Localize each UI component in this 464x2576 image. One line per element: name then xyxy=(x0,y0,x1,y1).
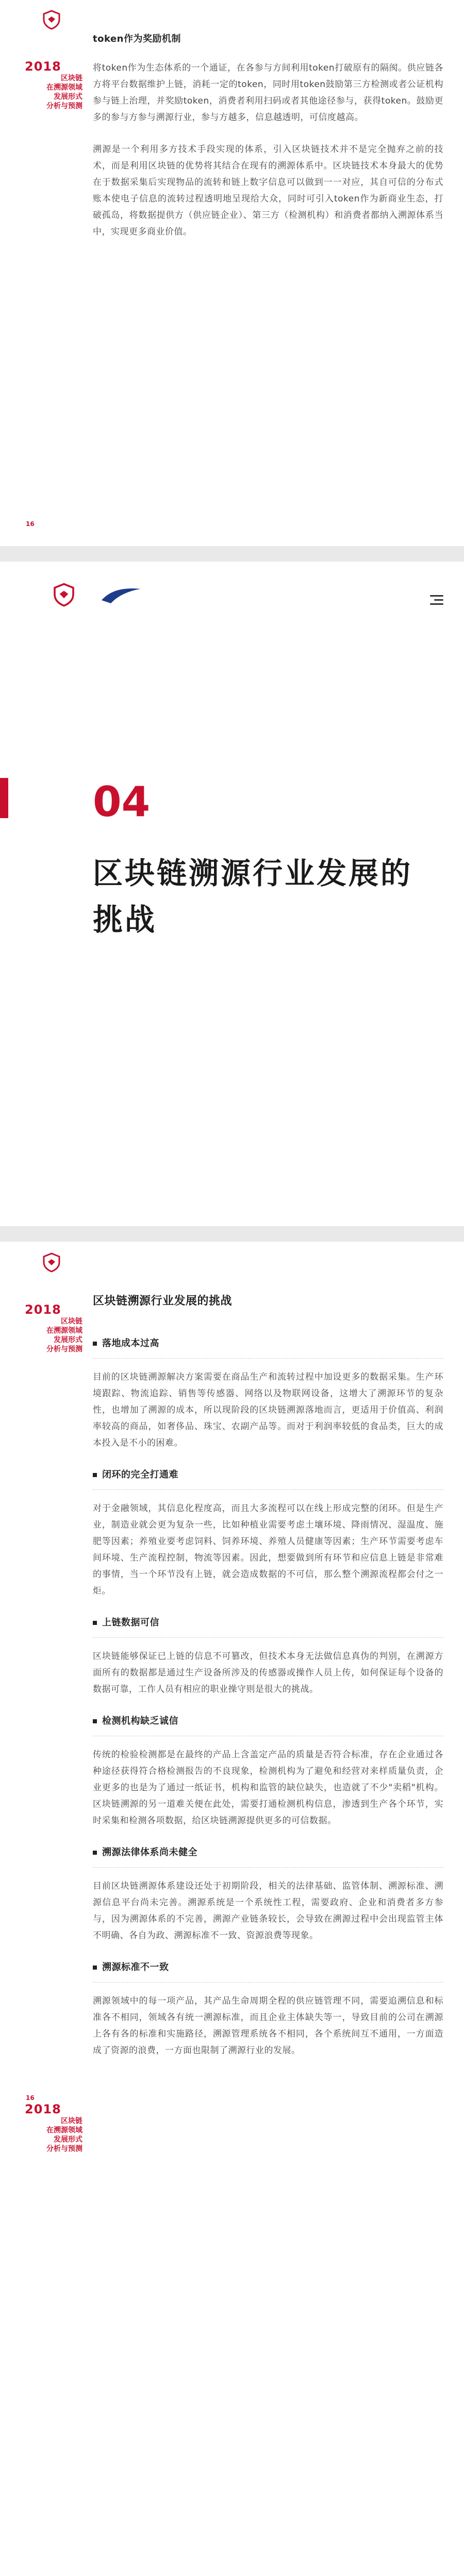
block-heading xyxy=(93,1959,443,1982)
brand-year: 2018 xyxy=(25,59,61,74)
square-bullet-icon xyxy=(93,1851,97,1855)
block-heading xyxy=(93,1467,443,1490)
brand-line: 发展形式 xyxy=(54,1336,82,1344)
block-heading-text: 检测机构缺乏诚信 xyxy=(102,1716,178,1726)
brand-line: 区块链 xyxy=(61,74,82,82)
paragraph: 区块链能够保证已上链的信息不可篡改，但技术本身无法做信息真伪的判别，在溯源方面所有的数据都是通过生产设备所涉及的传感器或操作人员上传，如何保证每个设备的数据可靠，工作人员有相应的职业操守则是很大的挑战。 xyxy=(93,1651,443,1694)
subhead: token作为奖励机制 xyxy=(93,33,181,44)
square-bullet-icon xyxy=(93,1621,97,1625)
brand-line: 发展形式 xyxy=(54,93,82,101)
square-bullet-icon xyxy=(93,1719,97,1723)
chapter-number: 04 xyxy=(93,778,151,826)
brand-line: 分析与预测 xyxy=(46,1345,82,1353)
block-heading-text: 闭环的完全打通难 xyxy=(102,1469,178,1480)
brand-line: 在溯源领域 xyxy=(46,1327,82,1335)
paragraph: 目前的区块链溯源解决方案需要在商品生产和流转过程中加设更多的数据采集。生产环境跟踪、物流追踪、销售等传感器、网络以及物联网设备，这增大了溯源环节的复杂性，也增加了溯源的成本，所以现阶段的区块链溯源落地而言，更适用于价值高、利润率较高的商品，如奢侈品、珠宝、农副产品等。而对于利润率较低的食品类，巨大的成本投入是不小的困难。 xyxy=(93,1372,443,1448)
brand-line: 发展形式 xyxy=(54,2136,82,2144)
square-bullet-icon xyxy=(93,1473,97,1477)
brand-text xyxy=(21,2102,82,2154)
swoosh-logo-icon xyxy=(101,585,142,605)
menu-icon[interactable] xyxy=(430,592,443,607)
paragraph: 溯源领域中的每一项产品，其产品生命周期全程的供应链管理不同，需要追溯信息和标准各不相同，领域各有统一溯源标准，而且企业主体缺失等一，导致目前的公司在溯源上各有各的标准和实施路径，溯源管理系统各不相同，各个系统间互不通用，一方面造成了资源的浪费，一方面也限制了溯源行业的发展。 xyxy=(93,1996,443,2056)
brand-sidebar xyxy=(21,1252,82,1278)
brand-line: 在溯源领域 xyxy=(46,2126,82,2134)
brand-line: 区块链 xyxy=(61,2117,82,2125)
section-title: 区块链溯源行业发展的挑战 xyxy=(93,1295,233,1308)
paragraph: 溯源是一个利用多方技术手段实现的体系，引入区块链技术并不是完全抛弃之前的技术，而是利用区块链的优势将其结合在现有的溯源体系中。区块链技术本身最大的优势在于数据采集后实现物品的流转和链上数字信息可以做到一一对应，其自可信的分布式账本使电子信息的流转过程透明地呈现给大众，同时可引入token作为新商业生态，打破孤岛，将数据提供方（供应链企业）、第三方（检测机构）和消费者都纳入溯源体系当中，实现更多商业价值。 xyxy=(93,144,443,237)
block-heading-text: 上链数据可信 xyxy=(102,1617,159,1628)
block-heading-text: 落地成本过高 xyxy=(102,1338,159,1349)
block-heading-text: 溯源标准不一致 xyxy=(102,1962,169,1973)
page-1-content xyxy=(93,31,443,256)
block-heading xyxy=(93,1615,443,1638)
brand-line: 区块链 xyxy=(61,1317,82,1326)
page-3 xyxy=(0,1242,464,2576)
brand-line: 分析与预测 xyxy=(46,102,82,110)
chapter-title: 区块链溯源行业发展的挑战 xyxy=(93,856,413,937)
block-heading-text: 溯源法律体系尚未健全 xyxy=(102,1847,197,1858)
shield-logo-icon xyxy=(41,9,62,30)
block-heading xyxy=(93,1335,443,1359)
brand-line: 在溯源领域 xyxy=(46,83,82,92)
paragraph: 目前区块链溯源体系建设还处于初期阶段，相关的法律基础、监管体制、溯源标准、溯源信息平台尚未完善。溯源系统是一个系统性工程，需要政府、企业和消费者多方参与，因为溯源体系的不完善，溯源产业链条较长，会导致在溯源过程中会出现监管主体不明确、各自为政、溯源标准不一致、资源浪费等现象。 xyxy=(93,1881,443,1941)
page-number: 16 xyxy=(26,520,35,528)
shield-logo-icon xyxy=(41,1252,62,1273)
paragraph: 对于金融领域，其信息化程度高，而且大多流程可以在线上形成完整的闭环。但是生产业，制造业就会更为复杂一些，比如种植业需要考虑土壤环境、降雨情况、湿温度、施肥等因素；养殖业要考虑饲料、饲养环境、养殖人员健康等因素；生产环节需要考虑车间环境、生产流程控制，物流等因素。因此，想要做到所有环节和应信息上链是非常难的事情，当一个环节没有上链，就会造成数据的不可信，那么整个溯源流程都会付之一炬。 xyxy=(93,1503,443,1596)
shield-logo-icon xyxy=(52,582,76,607)
accent-bar xyxy=(0,778,8,818)
block-heading xyxy=(93,1713,443,1736)
brand-year: 2018 xyxy=(25,2102,61,2116)
square-bullet-icon xyxy=(93,1342,97,1346)
brand-sidebar xyxy=(21,9,82,35)
paragraph: 传统的检验检测都是在最终的产品上含盖定产品的质量是否符合标准，存在企业通过各种途径获得符合格检测报告的不良现象，检测机构为了避免和经营对来样质量负责，企业更多的也是为了通过一纸证书，机构和监管的缺位缺失，也造就了不少"卖稻"机构。区块链溯源的另一道难关便在此处，需要打通检测机构信息，渗透到生产各个环节，实时采集和检测各项数据，给区块链溯源提供更多的可信数据。 xyxy=(93,1750,443,1826)
page-2-chapter xyxy=(0,562,464,1226)
paragraph: 将token作为生态体系的一个通证，在各参与方间利用token打破原有的隔阂。供应链各方将平台数据维护上链，消耗一定的token，同时用token鼓励第三方检测或者公证机构参与链上治理，并奖励token，消费者利用扫码或者其他途径参与，获得token。鼓励更多的参与方参与溯源行业，参与方越多，信息越透明，可信度越高。 xyxy=(93,63,443,123)
brand-line: 分析与预测 xyxy=(46,2145,82,2153)
block-heading xyxy=(93,1844,443,1868)
brand-text xyxy=(21,1302,82,1354)
brand-text xyxy=(21,59,82,111)
page-number: 16 xyxy=(26,2094,35,2102)
page-3-content xyxy=(93,1293,443,2074)
page-1 xyxy=(0,0,464,546)
brand-year: 2018 xyxy=(25,1302,61,1317)
square-bullet-icon xyxy=(93,1965,97,1970)
